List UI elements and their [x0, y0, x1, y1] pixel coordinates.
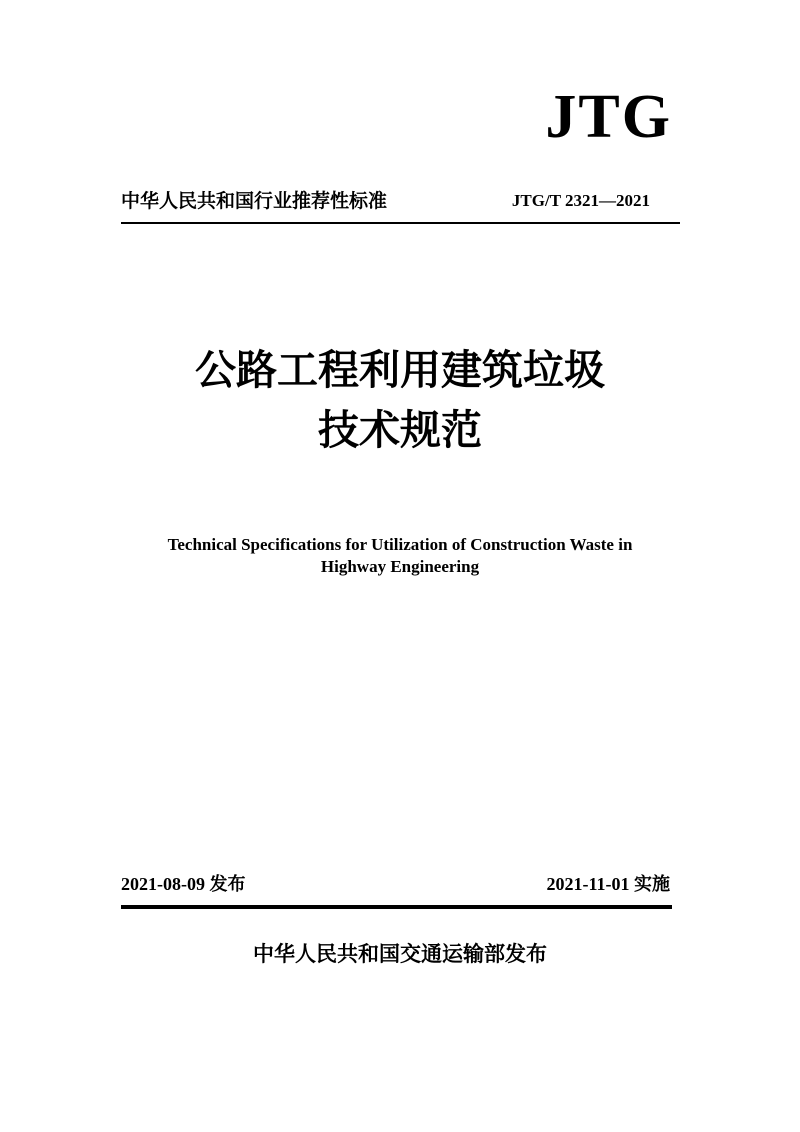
issue-label: 发布 [209, 874, 246, 895]
issue-date-block [121, 872, 246, 897]
jtg-logo: JTG [545, 83, 672, 151]
effective-label: 实施 [634, 874, 670, 895]
title-english-line-1: Technical Specifications for Utilization of Construction Waste in [167, 535, 633, 554]
title-english-line-2: Highway Engineering [320, 557, 480, 576]
title-chinese [0, 340, 800, 460]
bottom-divider [121, 905, 672, 909]
title-chinese-line-2: 技术规范 [318, 406, 482, 454]
publisher: 中华人民共和国交通运输部发布 [253, 942, 547, 966]
issue-date: 2021-08-09 [121, 874, 205, 894]
title-chinese-line-1: 公路工程利用建筑垃圾 [195, 346, 605, 394]
effective-date-block [547, 872, 671, 897]
standard-category: 中华人民共和国行业推荐性标准 [121, 190, 388, 212]
standard-number: JTG/T 2321—2021 [511, 191, 650, 210]
title-english [0, 534, 800, 578]
effective-date: 2021-11-01 [546, 874, 630, 894]
top-divider [121, 222, 680, 224]
